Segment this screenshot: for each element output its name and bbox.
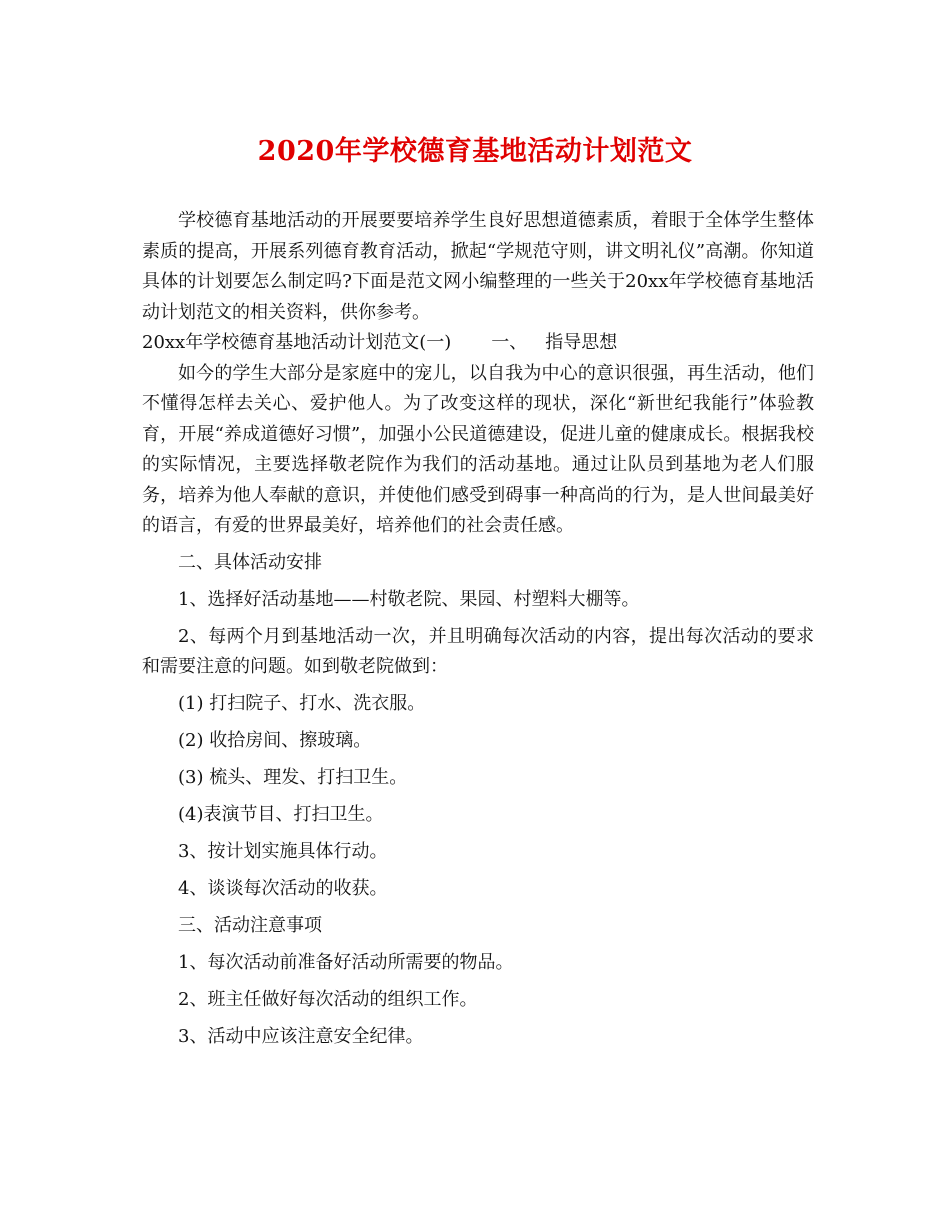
section-two-sub-4: (4)表演节目、打扫卫生。: [178, 804, 384, 825]
section-two-sub-1: (1) 打扫院子、打水、洗衣服。: [178, 693, 426, 714]
section-one-title: 指导思想: [545, 332, 618, 353]
section-three-item-1: 1、每次活动前准备好活动所需要的物品。: [178, 952, 514, 973]
section-three-heading: 三、活动注意事项: [178, 915, 322, 936]
part-subheading: [142, 328, 814, 359]
section-two-sub-3: (3) 梳头、理发、打扫卫生。: [178, 767, 408, 788]
section-two-heading: 二、具体活动安排: [178, 551, 322, 573]
section-one-number: 一、: [491, 332, 528, 353]
guiding-paragraph: 如今的学生大部分是家庭中的宠儿，以自我为中心的意识很强，再生活动，他们不懂得怎样去关心、爱护他人。为了改变这样的现状，深化“新世纪我能行”体验教育，开展“养成道德好习惯”，加强小公民道德建设，促进儿童的健康成长。根据我校的实际情况，主要选择敬老院作为我们的活动基地。通过让队员到基地为老人们服务，培养为他人奉献的意识，并使他们感受到碍事一种高尚的行为，是人世间最美好的语言，有爱的世界最美好，培养他们的社会责任感。: [142, 362, 814, 536]
document-body: [142, 206, 814, 1053]
part-title: 20xx年学校德育基地活动计划范文(一): [142, 332, 452, 353]
section-two-sub-2: (2) 收拾房间、擦玻璃。: [178, 730, 372, 751]
section-two-item-1: 1、选择好活动基地——村敬老院、果园、村塑料大棚等。: [178, 588, 640, 610]
section-two-item-2: 2、每两个月到基地活动一次，并且明确每次活动的内容，提出每次活动的要求和需要注意的问题。如到敬老院做到：: [142, 625, 814, 677]
intro-paragraph: 学校德育基地活动的开展要要培养学生良好思想道德素质，着眼于全体学生整体素质的提高，开展系列德育教育活动，掀起“学规范守则，讲文明礼仪”高潮。你知道具体的计划要怎么制定吗?下面是范文网小编整理的一些关于20xx年学校德育基地活动计划范文的相关资料，供你参考。: [142, 210, 814, 323]
section-three-item-3: 3、活动中应该注意安全纪律。: [178, 1026, 424, 1047]
document-title: 2020年学校德育基地活动计划范文: [257, 136, 693, 167]
section-two-item-3: 3、按计划实施具体行动。: [178, 841, 388, 862]
section-three-item-2: 2、班主任做好每次活动的组织工作。: [178, 989, 478, 1010]
section-two-item-4: 4、谈谈每次活动的收获。: [178, 878, 388, 899]
